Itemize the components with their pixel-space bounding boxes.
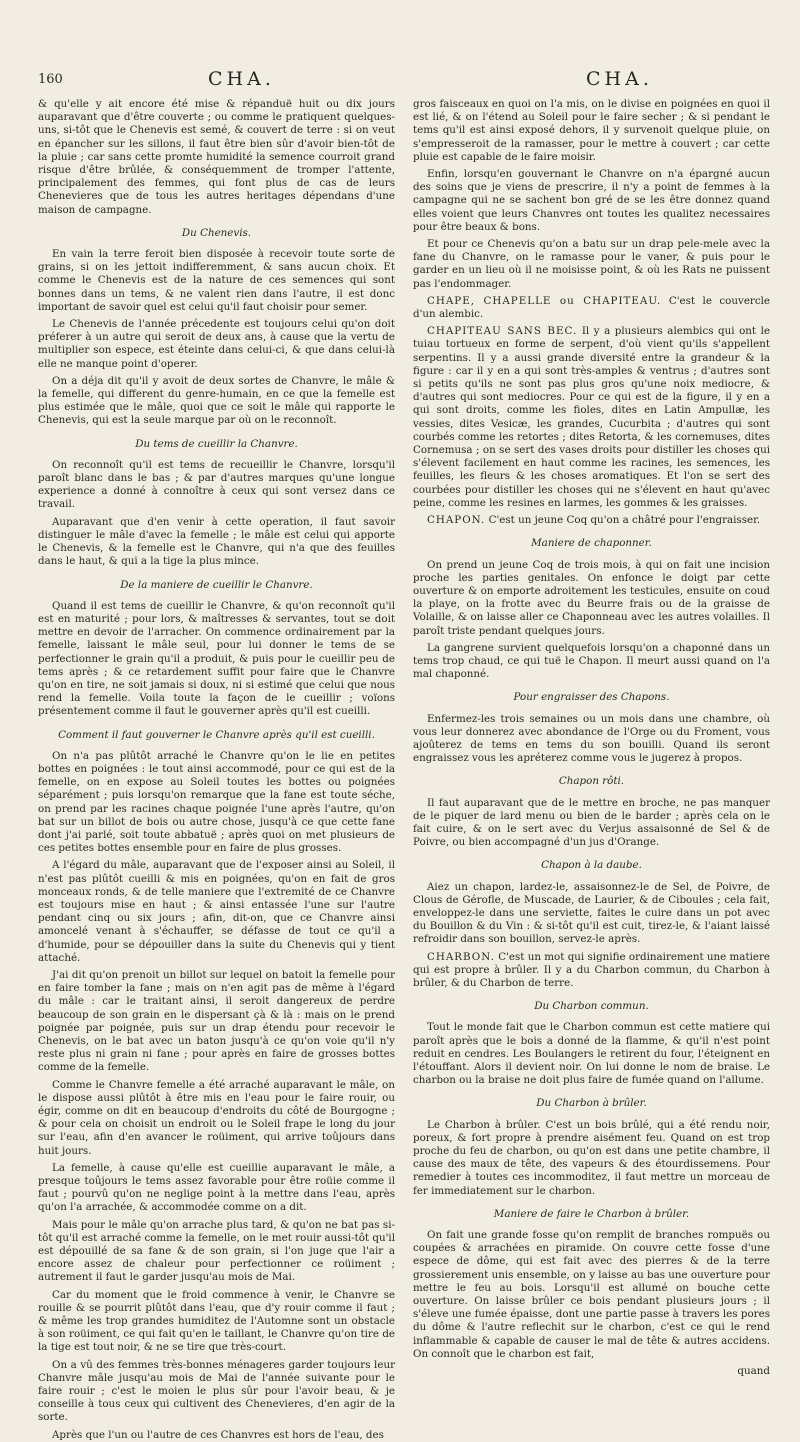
- section-heading: Pour engraisser des Chapons.: [513, 691, 670, 704]
- paragraph: Quand il est tems de cueillir le Chanvre, & qu'on reconnoît qu'il est en maturité ; pour lors, & maîtresses & servantes, tout se doit mettre en devoir de l'arracher. On commence ordinairement par la femelle, laissant le mâle seul, pour lui donner le tems de se perfectionner le grain qu'il a produit, & puis pour le cueillir peu de tems après ; & ce retardement suffit pour faire que le Chanvre qu'on en tire, ne soit jamais si doux, ni si estimé que celui que nous rend la femelle. Voila toute la façon de le cueillir ; voïons présentement comme il faut le gouverner après qu'il est cueilli.: [38, 599, 395, 718]
- left-running-title: CHA.: [208, 68, 275, 90]
- paragraph: gros faisceaux en quoi on l'a mis, on le divise en poignées en quoi il est lié, & on l'étend au Soleil pour le faire secher ; & si pendant le tems qu'il est ainsi exposé dehors, il y survenoit quelque pluie, on s'empresseroit de la ramasser, pour le mettre à couvert ; car cette pluie est capable de le faire moisir.: [413, 98, 770, 163]
- paragraph: Enfermez-les trois semaines ou un mois dans une chambre, où vous leur donnerez avec abondance de l'Orge ou du Froment, vous ajoûterez de tems en tems du son bouilli. Quand ils seront engraissez vous les apréterez comme vous le jugerez à propos.: [413, 712, 770, 765]
- catchword: quand: [737, 1365, 770, 1378]
- paragraph: Et pour ce Chenevis qu'on a batu sur un drap pele-mele avec la fane du Chanvre, on le ramasse pour le vaner, & puis pour le garder en un lieu où il ne moisisse point, & où les Rats ne puissent pas l'endommager.: [413, 238, 770, 290]
- paragraph: On a déja dit qu'il y avoit de deux sortes de Chanvre, le mâle & la femelle, qui different du genre-humain, en ce que la femelle est plus estimée que le mâle, quoi que ce soit le mâle qui rapporte le Chenevis, qui est la seule marque par où on le reconnoît.: [38, 374, 395, 427]
- paragraph: La femelle, à cause qu'elle est cueillie auparavant le mâle, a presque toûjours le tems assez favorable pour être roüie comme il faut ; pourvû qu'on ne neglige point à la mettre dans l'eau, après qu'on l'a arrachée, & accommodée comme on a dit.: [38, 1161, 395, 1214]
- left-column: [38, 98, 395, 1441]
- entry-headword: CHAPE, CHAPELLE ou CHAPITEAU.: [427, 294, 662, 307]
- paragraph: La gangrene survient quelquefois lorsqu'on a chaponné dans un tems trop chaud, ce qui tuë le Chapon. Il meurt aussi quand on l'a mal chaponné.: [413, 641, 770, 681]
- paragraph: Enfin, lorsqu'en gouvernant le Chanvre on n'a épargné aucun des soins que je viens de prescrire, il n'y a point de femmes à la campagne qui ne se sachent bon gré de se les être donnez quand elles voient que leurs Chanvres ont toutes les qualitez necessaires pour être beaux & bons.: [413, 168, 770, 233]
- paragraph: J'ai dit qu'on prenoit un billot sur lequel on batoit la femelle pour en faire tomber la fane ; mais on n'en agit pas de même à l'égard du mâle : car le traitant ainsi, il seroit dangereux de perdre beaucoup de son grain en le dispersant çà & là : mais on le prend poignée par poignée, puis sur un drap étendu pour recevoir le Chenevis, on le bat avec un baton jusqu'à ce qu'on voie qu'il n'y reste plus ni grain ni fane ; pour après en faire de grosses bottes comme de la femelle.: [38, 968, 395, 1074]
- paragraph: & qu'elle y ait encore été mise & répanduë huit ou dix jours auparavant que d'être couverte ; ou comme le pratiquent quelques-uns, si-tôt que le Chenevis est semé, & couvert de terre : si on veut en épancher sur les sillons, il faut être bien sûr d'avoir bien-tôt de la pluie ; car sans cette promte humidité la semence courroit grand risque d'être brûlée, & conséquemment de tromper l'attente, principalement des femmes, qui font plus de cas de leurs Chenevieres que de tous les autres heritages dépendans d'une maison de campagne.: [38, 98, 395, 216]
- paragraph: En vain la terre feroit bien disposée à recevoir toute sorte de grains, si on les jettoit indifferemment, & sans aucun choix. Et comme le Chenevis est de la nature de ces semences qui sont bonnes dans un tems, & ne valent rien dans l'autre, il est donc important de savoir quel est celui qu'il faut choisir pour semer.: [38, 248, 395, 313]
- right-running-title: CHA.: [586, 68, 653, 90]
- paragraph: Le Chenevis de l'année précedente est toujours celui qu'on doit préferer à un autre qui seroit de deux ans, à cause que la vertu de multiplier son espece, est éteinte dans celui-ci, & que dans celui-là elle ne manque point d'operer.: [38, 318, 395, 370]
- paragraph: Il faut auparavant que de le mettre en broche, ne pas manquer de le piquer de lard menu ou bien de le barder ; après cela on le fait cuire, & on le sert avec du Verjus assaisonné de Sel & de Poivre, ou bien accompagné d'un jus d'Orange.: [413, 796, 770, 849]
- paragraph: Aiez un chapon, lardez-le, assaisonnez-le de Sel, de Poivre, de Clous de Gérofle, de Muscade, de Laurier, & de Ciboules ; cela fait, enveloppez-le dans une serviette, faites le cuire dans un pot avec du Bouillon & du Vin : & si-tôt qu'il est cuit, tirez-le, & l'aiant laissé refroidir dans son bouillon, servez-le après.: [413, 880, 770, 946]
- entry-text: Il y a plusieurs alembics qui ont le tuiau tortueux en forme de serpent, d'où vient qu'ils s'appellent serpentins. Il y a aussi grande diversité entre la grandeur & la figure : car il y en a qui sont très-amples & ventrus ; d'autres sont si petits qu'ils ne sont pas plus gros qu'une noix mediocre, & d'autres qui sont mediocres. Pour ce qui est de la figure, il y en a qui sont droits, comme les fioles, dites en Latin Ampullæ, les vessies, dites Vesicæ, les grandes, Cucurbita ; d'autres qui sont courbés comme les retortes ; dites Retorta, & les cornemuses, dites Cornemusa ; on se sert des vases droits pour distiller les choses qui s'élevent facilement en haut comme les racines, les semences, les feuilles, les fleurs & les choses aromatiques. Et l'on se sert des courbées pour distiller les choses qui ne s'élevent en haut qu'avec peine, comme les resines en larmes, les gommes & les graisses.: [413, 325, 770, 509]
- section-heading: Du Charbon commun.: [534, 1000, 649, 1013]
- paragraph: Comme le Chanvre femelle a été arraché auparavant le mâle, on le dispose aussi plûtôt à être mis en l'eau pour le faire rouir, ou égir, comme on dit en beaucoup d'endroits du côté de Bourgogne ; & pour cela on choisit un endroit ou le Soleil frape le long du jour sur l'eau, afin d'en avancer le roüiment, qui arrive toûjours dans huit jours.: [38, 1078, 395, 1157]
- paragraph: [413, 295, 770, 321]
- paragraph: Car du moment que le froid commence à venir, le Chanvre se rouille & se pourrit plûtôt dans l'eau, que d'y rouir comme il faut ; & même les trop grandes humiditez de l'Automne sont un obstacle à son roüiment, ce qui fait qu'en le taillant, le Chanvre qu'on tire de la tige est tout noir, & ne se tire que très-court.: [38, 1288, 395, 1354]
- paragraph: [413, 325, 770, 510]
- entry-headword: CHARBON.: [427, 950, 495, 963]
- section-heading: Chapon rôti.: [558, 775, 625, 788]
- section-heading: De la maniere de cueillir le Chanvre.: [120, 578, 313, 591]
- paragraph: [413, 951, 770, 991]
- paragraph: On prend un jeune Coq de trois mois, à qui on fait une incision proche les parties genitales. On enfonce le doigt par cette ouverture & on emporte adroitement les testicules, ensuite on coud la playe, on la frotte avec du Beurre frais ou de la graisse de Volaille, & on laisse aller ce Chaponneau avec les autres volailles. Il paroît triste pendant quelques jours.: [413, 558, 770, 637]
- paragraph: Tout le monde fait que le Charbon commun est cette matiere qui paroît après que le bois a donné de la flamme, & qu'il n'est point reduit en cendres. Les Boulangers le retirent du four, l'éteignent en l'étouffant. Alors il devient noir. On lui donne le nom de braise. Le charbon ou la braise ne doit plus faire de fumée quand on l'allume.: [413, 1021, 770, 1087]
- page-number: 160: [38, 72, 63, 87]
- right-column: [413, 98, 770, 1380]
- section-heading: Du Charbon à brûler.: [536, 1097, 647, 1110]
- paragraph: Après que l'un ou l'autre de ces Chanvres est hors de l'eau, des: [52, 1428, 384, 1441]
- section-heading: Maniere de faire le Charbon à brûler.: [493, 1207, 690, 1220]
- entry-text: C'est un jeune Coq qu'on a châtré pour l'engraisser.: [488, 514, 761, 527]
- paragraph: On n'a pas plûtôt arraché le Chanvre qu'on le lie en petites bottes en poignées : le tout ainsi accommodé, pour ce qui est de la femelle, on en expose au Soleil toutes les bottes ou poignées séparément ; puis lorsqu'on remarque que la fane est toute séche, on prend par les racines chaque poignée l'une après l'autre, qu'on bat sur un billot de bois ou autre chose, jusqu'à ce que cette fane dont j'ai parlé, soit toute abbatuë ; après quoi on met plusieurs de ces petites bottes ensemble pour en faire de plus grosses.: [38, 749, 395, 855]
- paragraph: Le Charbon à brûler. C'est un bois brûlé, qui a été rendu noir, poreux, & fort propre à prendre aisément feu. Quand on est trop proche du feu de charbon, ou qu'on est dans une petite chambre, il cause des maux de tête, des vapeurs & des étourdissemens. Pour remedier à toutes ces incommoditez, il faut mettre un morceau de fer immediatement sur le charbon.: [413, 1118, 770, 1197]
- entry-text: C'est un mot qui signifie ordinairement une matiere qui est propre à brûler. Il y a du Charbon commun, du Charbon à brûler, & du Charbon de terre.: [413, 950, 770, 989]
- paragraph: [413, 514, 770, 527]
- section-heading: Du Chenevis.: [181, 226, 252, 239]
- paragraph: On fait une grande fosse qu'on remplit de branches rompuës ou coupées & arrachées en piramide. On couvre cette fosse d'une espece de dôme, qui est fait avec des pierres & de la terre grossierement unis ensemble, on y laisse au bas une ouverture pour mettre le feu au bois. Lorsqu'il est allumé on bouche cette ouverture. On laisse brûler ce bois pendant plusieurs jours ; il s'éleve une fumée épaisse, dont une partie passe à travers les pores du dôme & l'autre reflechit sur le charbon, c'est ce qui le rend inflammable & capable de causer le mal de tête & autres accidens. On connoît que le charbon est fait,: [413, 1229, 770, 1360]
- paragraph: On a vû des femmes très-bonnes ménageres garder toujours leur Chanvre mâle jusqu'au mois de Mai de l'année suivante pour le faire rouir ; c'est le moien le plus sûr pour l'avoir beau, & je conseille à tous ceux qui cultivent des Chenevieres, d'en agir de la sorte.: [38, 1358, 395, 1424]
- section-heading: Du tems de cueillir la Chanvre.: [135, 437, 298, 450]
- paragraph: On reconnoît qu'il est tems de recueillir le Chanvre, lorsqu'il paroît blanc dans le bas ; & par d'autres marques qu'une longue experience a donné à connoître à ceux qui sont versez dans ce travail.: [38, 458, 395, 511]
- paragraph: Auparavant que d'en venir à cette operation, il faut savoir distinguer le mâle d'avec la femelle ; le mâle est celui qui apporte le Chenevis, & la femelle est le Chanvre, qui n'a que des feuilles dans le haut, & qui a la tige la plus mince.: [38, 515, 395, 568]
- entry-headword: CHAPITEAU SANS BEC.: [427, 325, 578, 338]
- entry-headword: CHAPON.: [427, 514, 486, 527]
- entry-text: C'est le couvercle d'un alembic.: [413, 294, 770, 321]
- paragraph: A l'égard du mâle, auparavant que de l'exposer ainsi au Soleil, il n'est pas plûtôt cueilli & mis en poignées, qu'on en fait de gros monceaux ronds, & de telle maniere que l'extremité de ce Chanvre est toujours mise en haut ; & ainsi entassée l'une sur l'autre pendant cinq ou six jours ; afin, dit-on, que ce Chanvre ainsi amoncelé venant à s'échauffer, se défasse de tout ce qu'il a d'humide, pour se dépouiller dans la suite du Chenevis qui y tient attaché.: [38, 859, 395, 964]
- section-heading: Maniere de chaponner.: [531, 537, 652, 550]
- text-columns: [38, 98, 770, 1441]
- section-heading: Chapon à la daube.: [541, 859, 642, 872]
- paragraph: Mais pour le mâle qu'on arrache plus tard, & qu'on ne bat pas si-tôt qu'il est arraché comme la femelle, on le met rouir aussi-tôt qu'il est dépouillé de sa fane & de son grain, si l'on juge que l'air a encore assez de chaleur pour perfectionner ce roüiment ; autrement il faut le garder jusqu'au mois de Mai.: [38, 1218, 395, 1284]
- section-heading: Comment il faut gouverner le Chanvre après qu'il est cueilli.: [58, 728, 375, 741]
- running-header: [38, 68, 770, 92]
